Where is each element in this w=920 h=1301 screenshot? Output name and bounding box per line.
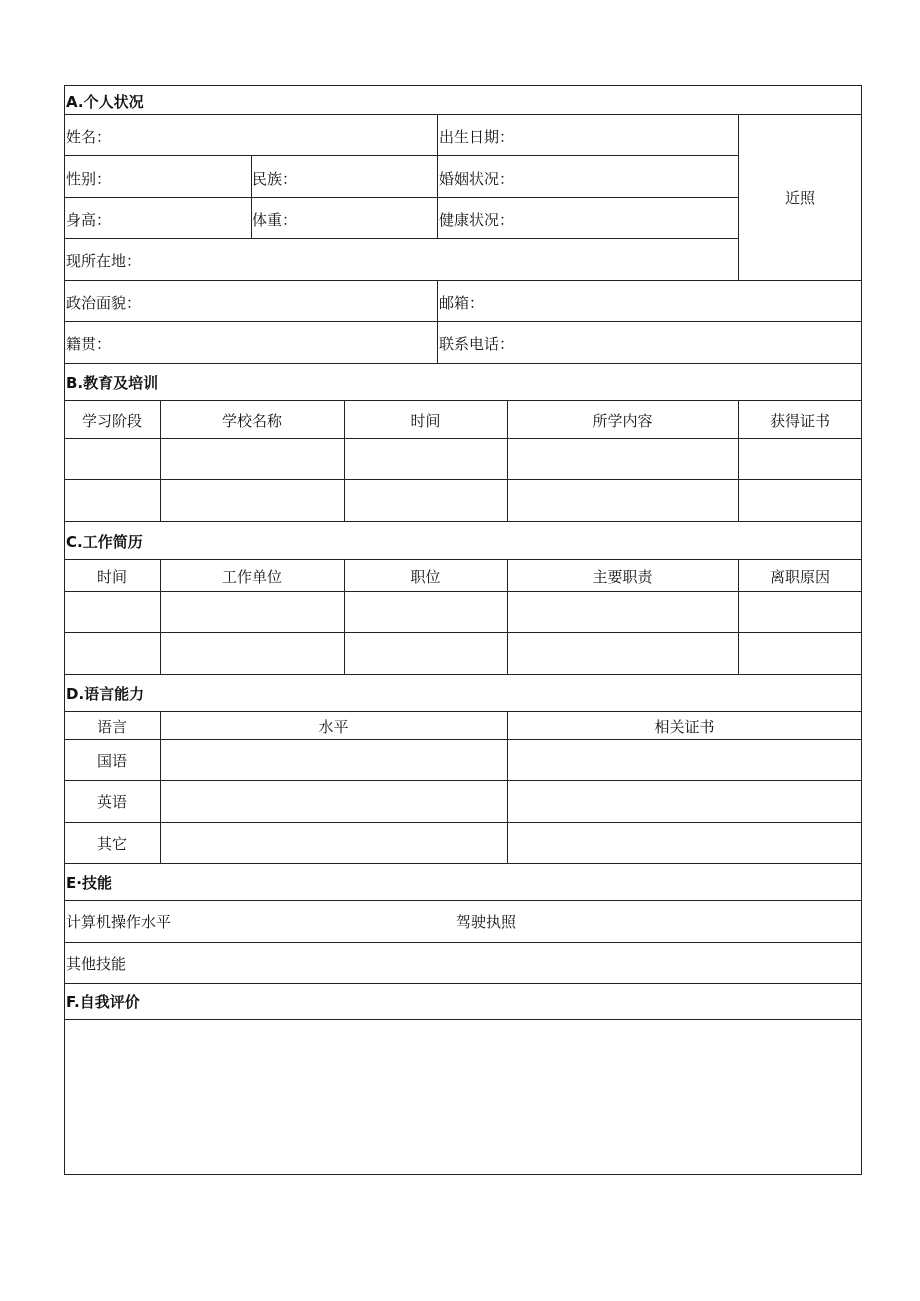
language-row-label: 国语 xyxy=(96,752,127,770)
divider xyxy=(64,863,862,864)
education-col-header: 学校名称 xyxy=(221,412,282,430)
education-col-header: 获得证书 xyxy=(769,412,830,430)
other-skills-field[interactable]: 其他技能 xyxy=(66,955,127,973)
computer-skill-field[interactable]: 计算机操作水平 xyxy=(66,913,172,931)
location-field[interactable]: 现所在地： xyxy=(66,252,142,270)
work-col-header: 时间 xyxy=(96,568,127,586)
divider xyxy=(64,711,862,712)
self-evaluation-area[interactable] xyxy=(64,1020,862,1175)
language-row-label: 其它 xyxy=(96,835,127,853)
political-status-field[interactable]: 政治面貌： xyxy=(66,294,142,312)
divider xyxy=(64,739,862,740)
height-field[interactable]: 身高： xyxy=(66,211,112,229)
divider xyxy=(738,559,739,674)
divider xyxy=(64,197,738,198)
divider xyxy=(64,900,862,901)
divider xyxy=(64,942,862,943)
language-row-label: 英语 xyxy=(96,793,127,811)
divider xyxy=(507,400,508,521)
table-row xyxy=(64,674,862,675)
divider xyxy=(507,711,508,863)
email-field[interactable]: 邮箱： xyxy=(439,294,485,312)
resume-form xyxy=(64,85,862,1175)
divider xyxy=(437,114,438,238)
divider xyxy=(64,438,862,439)
divider xyxy=(64,114,862,115)
health-status-field[interactable]: 健康状况： xyxy=(439,211,515,229)
section-f-heading: F.自我评价 xyxy=(66,993,140,1011)
section-c-heading: C.工作简历 xyxy=(66,533,143,551)
section-d-heading: D.语言能力 xyxy=(66,685,145,703)
hometown-field[interactable]: 籍贯： xyxy=(66,335,112,353)
language-col-header: 语言 xyxy=(96,718,127,736)
work-col-header: 主要职责 xyxy=(592,568,653,586)
language-col-header: 水平 xyxy=(318,718,349,736)
divider xyxy=(64,591,862,592)
work-col-header: 职位 xyxy=(410,568,441,586)
divider xyxy=(160,711,161,863)
table-row xyxy=(64,822,862,823)
education-col-header: 学习阶段 xyxy=(81,412,142,430)
ethnicity-field[interactable]: 民族： xyxy=(252,170,298,188)
divider xyxy=(738,400,739,521)
divider xyxy=(344,400,345,521)
divider xyxy=(507,559,508,674)
table-row xyxy=(64,780,862,781)
education-col-header: 所学内容 xyxy=(592,412,653,430)
marital-status-field[interactable]: 婚姻状况： xyxy=(439,170,515,188)
table-row xyxy=(64,521,862,522)
divider xyxy=(344,559,345,674)
photo-cell[interactable]: 近照 xyxy=(784,189,815,207)
divider xyxy=(64,155,738,156)
section-b-heading: B.教育及培训 xyxy=(66,374,159,392)
name-field[interactable]: 姓名： xyxy=(66,128,112,146)
form-border xyxy=(64,85,862,1175)
birth-date-field[interactable]: 出生日期： xyxy=(439,128,515,146)
divider xyxy=(64,983,862,984)
table-row xyxy=(64,632,862,633)
divider xyxy=(160,559,161,674)
divider xyxy=(64,400,862,401)
divider xyxy=(64,238,738,239)
divider xyxy=(160,400,161,521)
divider xyxy=(64,321,862,322)
work-col-header: 离职原因 xyxy=(769,568,830,586)
divider xyxy=(64,280,862,281)
gender-field[interactable]: 性别： xyxy=(66,170,112,188)
phone-field[interactable]: 联系电话： xyxy=(439,335,515,353)
table-row xyxy=(64,479,862,480)
divider xyxy=(64,363,862,364)
education-col-header: 时间 xyxy=(410,412,441,430)
language-col-header: 相关证书 xyxy=(654,718,715,736)
work-col-header: 工作单位 xyxy=(221,568,282,586)
driving-license-field[interactable]: 驾驶执照 xyxy=(456,913,517,931)
divider xyxy=(64,559,862,560)
weight-field[interactable]: 体重： xyxy=(252,211,298,229)
section-a-heading: A.个人状况 xyxy=(66,93,144,111)
section-e-heading: E·技能 xyxy=(66,874,112,892)
